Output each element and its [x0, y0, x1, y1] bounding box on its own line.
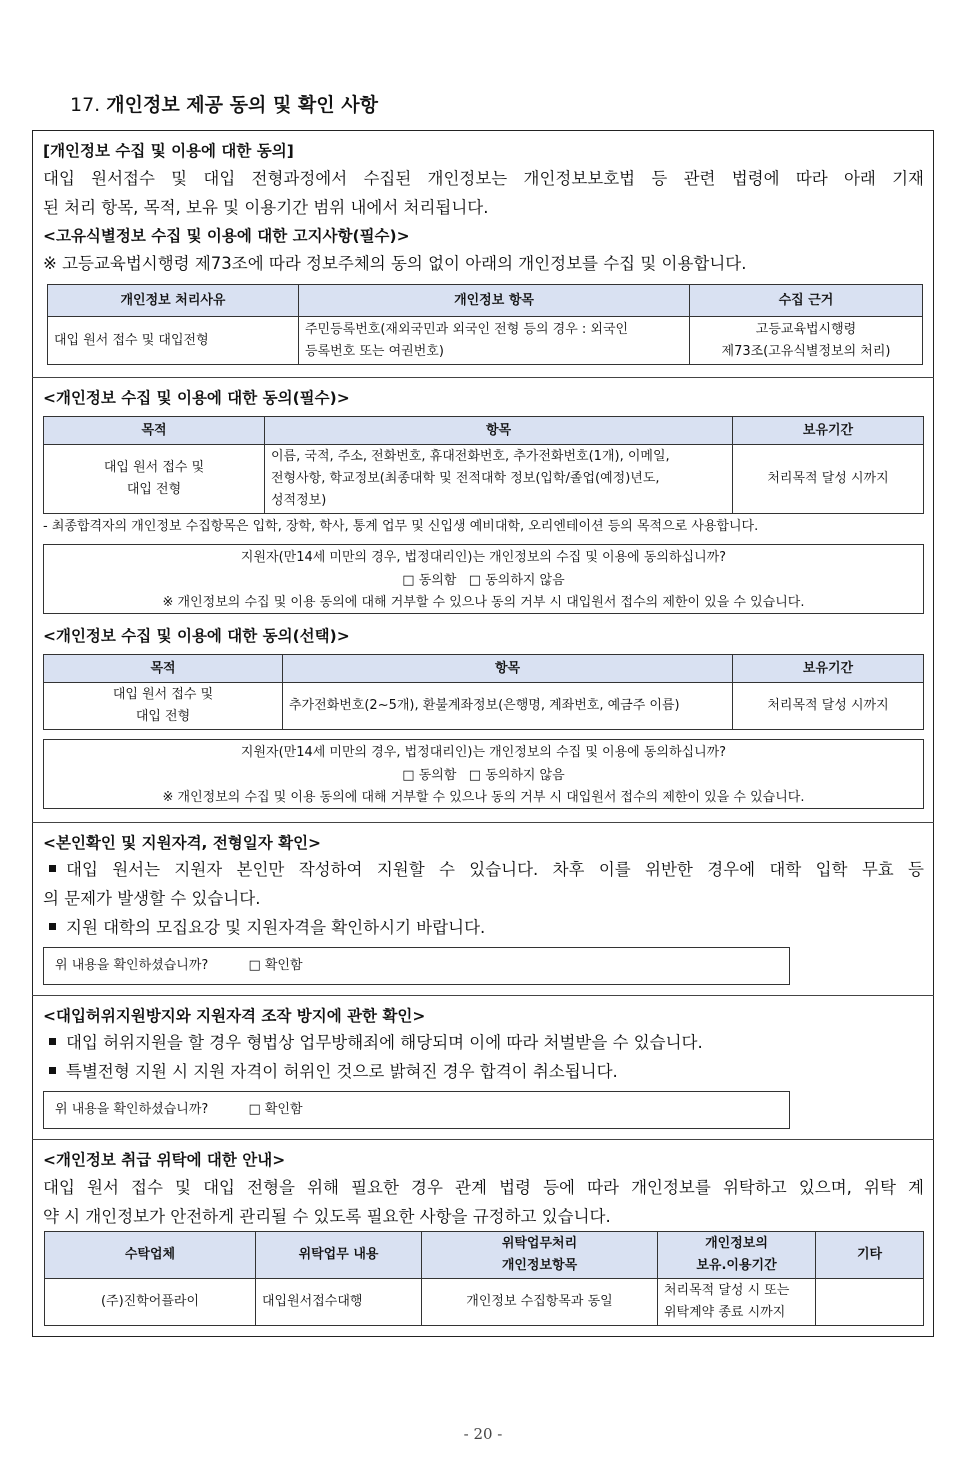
required-consent-box	[43, 544, 924, 614]
out-period	[658, 1279, 816, 1326]
optional-consent-box	[43, 739, 924, 809]
out-header-period-l2: 보유.이용기간	[696, 1258, 777, 1273]
required-table	[43, 416, 924, 514]
unique-id-title: <고유식별정보 수집 및 이용에 대한 고지사항(필수)>	[43, 227, 410, 245]
fraud-bullet1-text: 대입 허위지원을 할 경우 형법상 업무방해죄에 해당되며 이에 따라 처벌받을 수 있습니다.	[66, 1033, 703, 1052]
consent-main-line1: 대입 원서접수 및 대입 전형과정에서 수집된 개인정보는 개인정보보호법 등 관련 법령에 따라 아래 기재	[43, 169, 924, 188]
out-company: (주)진학어플라이	[45, 1279, 256, 1326]
uid-basis-l2: 제73조(고유식별정보의 처리)	[721, 343, 891, 359]
fraud-title: <대입허위지원방지와 지원자격 조작 방지에 관한 확인>	[43, 1007, 426, 1025]
outsourcing-line1: 대입 원서 접수 및 대입 전형을 위해 필요한 경우 관계 법령 등에 따라 개인정보를 위탁하고 있으며, 위탁 계	[43, 1178, 924, 1197]
out-header-etc: 기타	[816, 1232, 924, 1279]
uid-basis	[690, 317, 923, 365]
identity-bullet2	[43, 913, 485, 942]
req-item-l3: 성적정보)	[271, 493, 327, 508]
identity-title: <본인확인 및 지원자격, 전형일자 확인>	[43, 834, 322, 852]
uid-reason: 대입 원서 접수 및 대입전형	[48, 317, 299, 365]
divider-2	[32, 822, 934, 823]
section-number: 17.	[70, 94, 101, 116]
required-options[interactable]: □ 동의함 □ 동의하지 않음	[402, 572, 565, 588]
out-items: 개인정보 수집항목과 동일	[422, 1279, 658, 1326]
bullet-icon	[49, 865, 56, 872]
required-title: <개인정보 수집 및 이용에 대한 동의(필수)>	[43, 389, 350, 407]
uid-header-basis: 수집 근거	[690, 285, 923, 317]
uid-basis-l1: 고등교육법시행령	[755, 321, 857, 337]
identity-bullet2-text: 지원 대학의 모집요강 및 지원자격을 확인하시기 바랍니다.	[66, 918, 486, 937]
outsourcing-table	[44, 1231, 924, 1326]
outsourcing-title: <개인정보 취급 위탁에 대한 안내>	[43, 1151, 286, 1169]
out-etc	[816, 1279, 924, 1326]
opt-retention: 처리목적 달성 시까지	[733, 683, 924, 730]
fraud-bullet1	[43, 1028, 703, 1057]
opt-item: 추가전화번호(2~5개), 환불계좌정보(은행명, 계좌번호, 예금주 이름)	[283, 683, 733, 730]
fraud-confirm-box	[43, 1091, 790, 1129]
opt-purpose-l2: 대입 전형	[135, 709, 191, 724]
out-header-period	[658, 1232, 816, 1279]
identity-bullet1-l1	[43, 855, 924, 884]
optional-title: <개인정보 수집 및 이용에 대한 동의(선택)>	[43, 627, 350, 645]
identity-confirm-box	[43, 947, 790, 985]
fraud-confirm-checkbox[interactable]: □ 확인함	[248, 1102, 303, 1117]
page-number: - 20 -	[463, 1425, 503, 1443]
out-header-items-l2: 개인정보항목	[501, 1258, 578, 1273]
out-task: 대입원서접수대행	[256, 1279, 422, 1326]
optional-options[interactable]: □ 동의함 □ 동의하지 않음	[402, 767, 565, 783]
optional-question: 지원자(만14세 미만의 경우, 법정대리인)는 개인정보의 수집 및 이용에 동의하십니까?	[240, 745, 727, 760]
out-period-l1: 처리목적 달성 시 또는	[664, 1283, 790, 1298]
identity-bullet1-l2: 의 문제가 발생할 수 있습니다.	[43, 889, 261, 908]
section-title: 개인정보 제공 동의 및 확인 사항	[106, 94, 378, 116]
fraud-bullet2-text: 특별전형 지원 시 지원 자격이 허위인 것으로 밝혀진 경우 합격이 취소됩니다.	[66, 1062, 618, 1081]
optional-warning: ※ 개인정보의 수집 및 이용 동의에 대해 거부할 수 있으나 동의 거부 시 대입원서 접수의 제한이 있을 수 있습니다.	[162, 790, 805, 805]
outsourcing-line2: 약 시 개인정보가 안전하게 관리될 수 있도록 필요한 사항을 규정하고 있습니다.	[43, 1207, 611, 1226]
consent-main-line2: 된 처리 항목, 목적, 보유 및 이용기간 범위 내에서 처리됩니다.	[43, 198, 489, 217]
fraud-confirm-question: 위 내용을 확인하셨습니까?	[55, 1102, 209, 1117]
out-header-items	[422, 1232, 658, 1279]
out-header-items-l1: 위탁업무처리	[501, 1236, 578, 1251]
required-note: - 최종합격자의 개인정보 수집항목은 입학, 장학, 학사, 통계 업무 및 신입생 예비대학, 오리엔테이션 등의 목적으로 사용합니다.	[43, 519, 759, 534]
req-purpose	[44, 445, 265, 514]
unique-id-note: ※ 고등교육법시행령 제73조에 따라 정보주체의 동의 없이 아래의 개인정보를 수집 및 이용합니다.	[43, 254, 747, 273]
req-header-item: 항목	[265, 417, 733, 445]
optional-table	[43, 654, 924, 730]
req-header-purpose: 목적	[44, 417, 265, 445]
req-item-l1: 이름, 국적, 주소, 전화번호, 휴대전화번호, 추가전화번호(1개), 이메일,	[271, 449, 670, 464]
req-header-retention: 보유기간	[733, 417, 924, 445]
out-period-l2: 위탁계약 종료 시까지	[664, 1305, 786, 1320]
out-header-task: 위탁업무 내용	[256, 1232, 422, 1279]
identity-bullet1-text: 대입 원서는 지원자 본인만 작성하여 지원할 수 있습니다. 차후 이를 위반한 경우에 대학 입학 무효 등	[66, 860, 924, 879]
section-heading	[70, 90, 378, 117]
req-retention: 처리목적 달성 시까지	[733, 445, 924, 514]
uid-item	[299, 317, 690, 365]
consent-main-title: [개인정보 수집 및 이용에 대한 동의]	[43, 142, 294, 160]
req-purpose-l1: 대입 원서 접수 및	[103, 460, 205, 475]
uid-item-l1: 주민등록번호(재외국민과 외국인 전형 등의 경우 : 외국인	[305, 321, 629, 337]
fraud-bullet2	[43, 1057, 618, 1086]
req-item-l2: 전형사항, 학교정보(최종대학 및 전적대학 정보(입학/졸업(예정)년도,	[271, 471, 660, 486]
identity-confirm-question: 위 내용을 확인하셨습니까?	[55, 958, 209, 973]
opt-header-purpose: 목적	[44, 655, 283, 683]
divider-3	[32, 995, 934, 996]
required-question: 지원자(만14세 미만의 경우, 법정대리인)는 개인정보의 수집 및 이용에 동의하십니까?	[240, 550, 727, 565]
bullet-icon	[49, 1038, 56, 1045]
required-warning: ※ 개인정보의 수집 및 이용 동의에 대해 거부할 수 있으나 동의 거부 시 대입원서 접수의 제한이 있을 수 있습니다.	[162, 595, 805, 610]
req-purpose-l2: 대입 전형	[126, 482, 182, 497]
opt-purpose-l1: 대입 원서 접수 및	[112, 687, 214, 702]
bullet-icon	[49, 923, 56, 930]
bullet-icon	[49, 1067, 56, 1074]
unique-id-table	[47, 284, 923, 365]
identity-confirm-checkbox[interactable]: □ 확인함	[248, 958, 303, 973]
out-header-period-l1: 개인정보의	[705, 1236, 768, 1251]
uid-header-reason: 개인정보 처리사유	[48, 285, 299, 317]
divider-4	[32, 1139, 934, 1140]
out-header-company: 수탁업체	[45, 1232, 256, 1279]
opt-header-retention: 보유기간	[733, 655, 924, 683]
req-item	[265, 445, 733, 514]
opt-purpose	[44, 683, 283, 730]
divider-1	[32, 377, 934, 378]
uid-item-l2: 등록번호 또는 여권번호)	[305, 343, 444, 359]
uid-header-item: 개인정보 항목	[299, 285, 690, 317]
opt-header-item: 항목	[283, 655, 733, 683]
